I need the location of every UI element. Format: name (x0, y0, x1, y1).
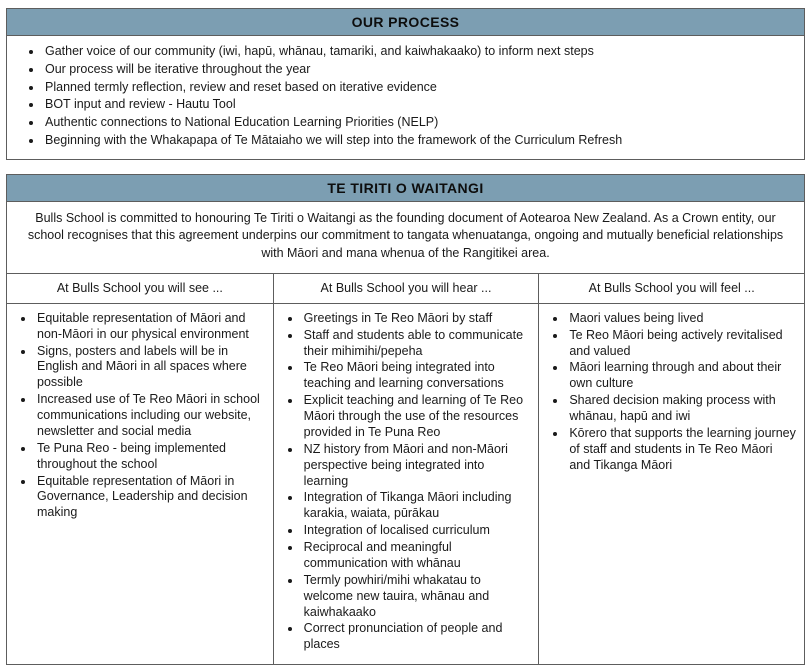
list-item: • Māori learning through and about their own culture (567, 360, 796, 392)
our-process-section (6, 8, 805, 160)
te-tiriti-columns (7, 274, 804, 664)
list-item: • Beginning with the Whakapapa of Te Mātaiaho we will step into the framework of the Curriculum Refresh (43, 132, 794, 148)
our-process-list (17, 43, 794, 148)
column-hear-body (274, 304, 539, 664)
list-item: • Signs, posters and labels will be in English and Māori in all spaces where possible (35, 344, 265, 392)
list-item: • Planned termly reflection, review and reset based on iterative evidence (43, 79, 794, 95)
column-hear (273, 274, 539, 664)
column-feel-body (539, 304, 804, 485)
list-item: • Shared decision making process with whānau, hapū and iwi (567, 393, 796, 425)
column-see-list (11, 311, 265, 521)
list-item: • Maori values being lived (567, 311, 796, 327)
list-item: • Staff and students able to communicate their mihimihi/pepeha (302, 328, 531, 360)
column-hear-list (278, 311, 531, 653)
te-tiriti-section (6, 174, 805, 665)
list-item: • Increased use of Te Reo Māori in school communications including our website, newsletter and social media (35, 392, 265, 440)
list-item: • Equitable representation of Māori in Governance, Leadership and decision making (35, 474, 265, 522)
column-hear-heading: At Bulls School you will hear ... (274, 274, 539, 304)
column-feel-list (543, 311, 796, 474)
list-item: • Our process will be iterative throughout the year (43, 61, 794, 77)
list-item: • BOT input and review - Hautu Tool (43, 96, 794, 112)
list-item: • Te Reo Māori being integrated into teaching and learning conversations (302, 360, 531, 392)
list-item: • Gather voice of our community (iwi, hapū, whānau, tamariki, and kaiwhakaako) to inform next steps (43, 43, 794, 59)
list-item: • Termly powhiri/mihi whakatau to welcome new tauira, whānau and kaiwhakaako (302, 573, 531, 621)
column-feel-heading: At Bulls School you will feel ... (539, 274, 804, 304)
list-item: • Greetings in Te Reo Māori by staff (302, 311, 531, 327)
list-item: • Integration of localised curriculum (302, 523, 531, 539)
list-item: • Kōrero that supports the learning journey of staff and students in Te Reo Māori and Tikanga Māori (567, 426, 796, 474)
te-tiriti-statement: Bulls School is committed to honouring Te Tiriti o Waitangi as the founding document of Aotearoa New Zealand. As a Crown entity, our school recognises that this agreement underpins our commitment to tangata whenuatanga, ongoing and mutually beneficial relationships with Māori and mana whenua of the Rangitikei area. (7, 202, 804, 274)
list-item: • Reciprocal and meaningful communication with whānau (302, 540, 531, 572)
list-item: • Te Puna Reo - being implemented throughout the school (35, 441, 265, 473)
our-process-body (7, 36, 804, 159)
list-item: • Explicit teaching and learning of Te Reo Māori through the use of the resources provided in Te Puna Reo (302, 393, 531, 441)
list-item: • NZ history from Māori and non-Māori perspective being integrated into learning (302, 442, 531, 490)
column-see-heading: At Bulls School you will see ... (7, 274, 273, 304)
column-see-body (7, 304, 273, 532)
list-item: • Correct pronunciation of people and places (302, 621, 531, 653)
column-see (7, 274, 273, 664)
list-item: • Equitable representation of Māori and non-Māori in our physical environment (35, 311, 265, 343)
our-process-heading: OUR PROCESS (7, 9, 804, 36)
list-item: • Authentic connections to National Education Learning Priorities (NELP) (43, 114, 794, 130)
list-item: • Te Reo Māori being actively revitalised and valued (567, 328, 796, 360)
column-feel (538, 274, 804, 664)
list-item: • Integration of Tikanga Māori including karakia, waiata, pūrākau (302, 490, 531, 522)
te-tiriti-heading: TE TIRITI O WAITANGI (7, 175, 804, 202)
